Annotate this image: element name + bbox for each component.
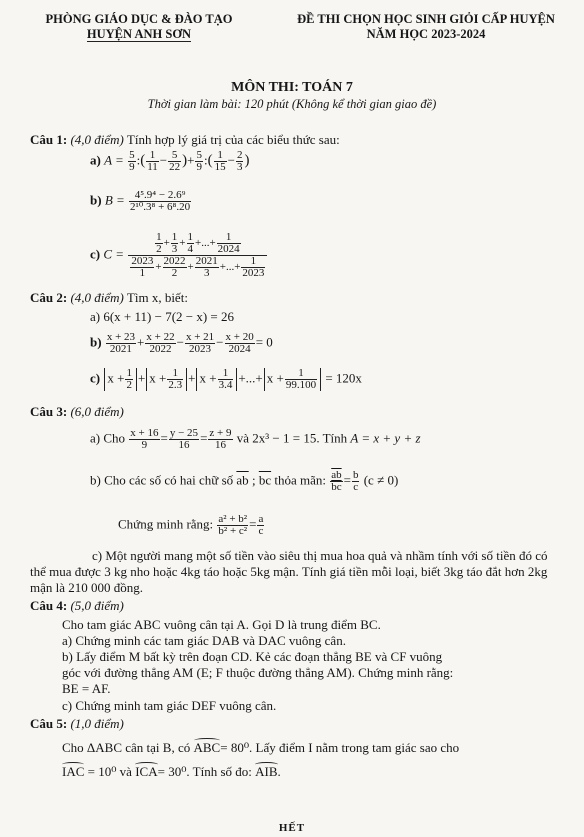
q1-c-label: c) [90,246,101,262]
q5-angle-aib: AIB [255,764,278,779]
q1-b-label: b) [90,192,102,208]
q2-b: b) $\frac{x + 23}{2021}$ + $\frac{x + 22}{2022}$ − $\frac{x + 21}{2023}$ − $\frac{x + 20}{2024}$ = 0 [90,331,273,355]
q5-dot: . [277,764,281,779]
q1-b [90,190,192,213]
q1-b-var: B = [104,192,125,208]
q5-heading [30,716,124,732]
header-organization [14,12,264,42]
q3-title: Câu 3: [30,404,68,419]
q3-b-text: b) Cho các số có hai chữ số [90,472,234,488]
q5-title: Câu 5: [30,716,68,731]
q3-prove: Chứng minh rằng: $\frac{\text{a² + b²}}{\text{b² + c²}}$ = $\frac{a}{c}$ [118,513,264,537]
q5-line2 [62,764,281,780]
q4-c: c) Chứng minh tam giác DEF vuông cân. [62,698,277,713]
q5-line2-a: = 10⁰ và [87,764,132,779]
q1-b-numerator: 4⁵.9⁴ − 2.6⁹ [129,190,191,202]
exam-line-2: NĂM HỌC 2023-2024 [366,27,486,41]
q5-angle-iac: IAC [62,764,85,779]
time-value: 120 phút (Không kể thời gian giao đề) [244,97,437,111]
q1-heading [30,132,340,148]
footer-end: HẾT [278,822,306,834]
q3-a-prefix: a) Cho [90,430,126,446]
exam-line-1: ĐỀ THI CHỌN HỌC SINH GIỎI CẤP HUYỆN [297,12,555,26]
q3-b: b) Cho các số có hai chữ số $\overline{ab}$ ; $\overline{bc}$ thỏa mãn: $\frac{\overline{ab}}{bc}$ = $\frac{b}{c}$ (c ≠ 0) [90,469,399,493]
q3-b-ab: $\overline{ab}$ [236,472,249,488]
q3-b-bc: $\overline{bc}$ [258,472,272,488]
q3-a: a) Cho $\frac{x + 16}{9}$ = $\frac{y - 25}{16}$ = $\frac{z + 9}{16}$ và 2x³ − 1 = 15. Tính A = x + y + z [90,427,421,451]
time-line [0,97,584,112]
q1-a: a) A = $\frac{5}{9}$ :( $\frac{1}{11}$ − $\frac{5}{22}$ )+ $\frac{5}{9}$ :( $\frac{1}{15}$ − $\frac{2}{3}$ ) [90,149,250,173]
q3-a-mid: và 2x³ − 1 = 15. Tính [236,430,348,446]
q1-c: c) C = $\frac{1}{2}$ + $\frac{1}{3}$ + $\frac{1}{4}$ +...+ $\frac{1}{2024}$ $\frac{2023}{1}$ + $\frac{2022}{2}$ + $\frac{2021}{3}$ +...+ $\frac{1}{2023}$ [90,232,268,279]
q3-points: (6,0 điểm) [70,404,124,419]
q5-angle-ica: ICA [135,764,158,779]
q5-line1 [62,740,459,756]
q1-a-label: a) [90,152,101,168]
subject-title: MÔN THI: TOÁN 7 [231,80,353,95]
q5-points: (1,0 điểm) [70,716,124,731]
org-line-1: PHÒNG GIÁO DỤC & ĐÀO TẠO [45,12,233,26]
time-label: Thời gian làm bài: [147,97,242,111]
q5-line1-b: = 80⁰. Lấy điểm I nằm trong tam giác sao cho [220,740,460,755]
q3-c: c) Một người mang một số tiền vào siêu thị mua hoa quả và nhầm tính với số tiền đó có thể mua được 3 kg nho hoặc 4kg táo hoặc 5kg mận. Tính giá tiền mỗi loại, biết 3kg táo đắt hơn 2kg mận là 210 000 đồng. [30,548,548,595]
q2-points: (4,0 điểm) [70,290,124,305]
org-line-2: HUYỆN ANH SƠN [86,27,192,41]
q5-line2-b: = 30⁰. Tính số đo: [157,764,252,779]
q4-a: a) Chứng minh các tam giác DAB và DAC vuông cân. [62,633,346,648]
q3-b-note: (c ≠ 0) [363,472,399,488]
q4-points: (5,0 điểm) [70,598,124,613]
q4-b-line1: b) Lấy điểm M bất kỳ trên đoạn CD. Kẻ các đoạn thẳng BE và CF vuông [62,649,443,664]
q2-heading [30,290,188,306]
q1-prompt: Tính hợp lý giá trị của các biểu thức sau: [126,132,340,147]
q5-angle-abc: ABC [193,740,221,755]
q4-intro: Cho tam giác ABC vuông cân tại A. Gọi D là trung điểm BC. [62,617,381,632]
q2-c-rhs: = 120x [325,370,362,386]
q2-c-label: c) [90,370,101,386]
q3-prove-label: Chứng minh rằng: [118,516,214,532]
q4-b-line3: BE = AF. [62,681,111,696]
q4-b-line2: góc với đường thẳng AM (E; F thuộc đường thẳng AM). Chứng minh rằng: [62,665,454,680]
header-exam [276,12,576,42]
q3-b-cond: thỏa mãn: [274,472,326,488]
q1-a-var: A = [104,152,124,168]
q1-points: (4,0 điểm) [70,132,124,147]
q4-heading [30,598,124,614]
q4-title: Câu 4: [30,598,68,613]
q2-c: c) x + $\frac{1}{2}$ + x + $\frac{1}{2.3}$ + x + $\frac{1}{3.4}$ +...+ x + $\frac{1}{99.100}$ = 120x [90,367,362,391]
q3-heading [30,404,124,420]
q1-c-var: C = [103,246,125,262]
q3-b-sep: ; [251,472,256,488]
q5-line1-a: Cho ΔABC cân tại B, có [62,740,191,755]
q1-b-denominator: 2¹⁰.3⁸ + 6⁸.20 [130,201,191,213]
q3-a-end: A = x + y + z [350,430,421,446]
q2-prompt: Tìm x, biết: [126,290,188,305]
q2-a: a) 6(x + 11) − 7(2 − x) = 26 [90,309,235,324]
q2-title: Câu 2: [30,290,68,305]
q2-b-label: b) [90,334,102,350]
q1-title: Câu 1: [30,132,68,147]
